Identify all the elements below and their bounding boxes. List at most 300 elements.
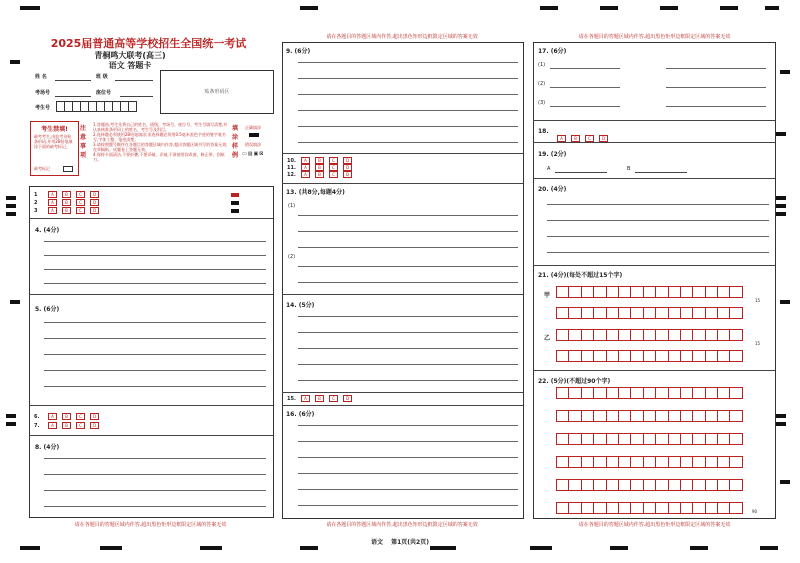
char-cell[interactable]	[556, 286, 569, 298]
char-cell[interactable]	[643, 433, 656, 445]
mc-option-bubble[interactable]: B	[315, 395, 324, 402]
char-cell[interactable]	[692, 479, 705, 491]
page-footer	[360, 537, 440, 546]
char-cell[interactable]	[717, 456, 730, 468]
char-cell[interactable]	[630, 387, 643, 399]
timing-mark	[765, 6, 779, 10]
timing-mark	[540, 6, 558, 10]
char-cell[interactable]	[568, 410, 581, 422]
mc-option-bubble[interactable]: D	[599, 135, 608, 142]
char-cell[interactable]	[568, 329, 581, 341]
char-cell[interactable]	[556, 456, 569, 468]
mc-number: 15.	[287, 396, 296, 402]
char-cell[interactable]	[680, 286, 693, 298]
char-cell[interactable]	[618, 502, 631, 514]
char-cell[interactable]	[593, 387, 606, 399]
char-cell[interactable]	[692, 502, 705, 514]
mc-option-bubble[interactable]: D	[90, 422, 99, 429]
char-cell[interactable]	[643, 350, 656, 362]
char-cell[interactable]	[618, 286, 631, 298]
char-cell[interactable]	[668, 456, 681, 468]
char-cell[interactable]	[581, 479, 594, 491]
q17-part2-label: (2)	[538, 81, 546, 87]
char-cell[interactable]	[705, 433, 718, 445]
char-cell[interactable]	[606, 329, 619, 341]
char-cell[interactable]	[680, 329, 693, 341]
writing-line[interactable]	[44, 386, 266, 387]
char-cell[interactable]	[630, 502, 643, 514]
mc-row	[287, 395, 357, 403]
char-cell[interactable]	[581, 387, 594, 399]
absent-mark-label: 缺考标记	[34, 166, 50, 171]
char-grid-row	[556, 410, 742, 422]
char-cell[interactable]	[729, 456, 742, 468]
char-cell[interactable]	[655, 502, 668, 514]
char-cell[interactable]	[705, 387, 718, 399]
notice-title: 考生禁填!	[41, 126, 68, 133]
char-cell[interactable]	[705, 479, 718, 491]
char-cell[interactable]	[606, 286, 619, 298]
q17-label: 17. (6分)	[538, 48, 567, 55]
attention-items	[93, 122, 229, 162]
char-cell[interactable]	[568, 479, 581, 491]
mc-option-bubble[interactable]: A	[557, 135, 566, 142]
timing-mark	[690, 546, 708, 550]
mc-option-bubble[interactable]: C	[76, 422, 85, 429]
char-cell[interactable]	[655, 286, 668, 298]
char-cell[interactable]	[705, 329, 718, 341]
writing-line[interactable]	[666, 87, 766, 88]
timing-mark	[20, 6, 40, 10]
char-cell[interactable]	[668, 307, 681, 319]
char-cell[interactable]	[593, 456, 606, 468]
mc-option-bubble[interactable]: C	[76, 413, 85, 420]
timing-mark	[776, 422, 786, 426]
char-cell[interactable]	[606, 410, 619, 422]
mc-option-bubble[interactable]: D	[343, 157, 352, 164]
writing-line[interactable]	[298, 364, 518, 365]
char-cell[interactable]	[568, 307, 581, 319]
writing-line[interactable]	[547, 252, 769, 253]
char-cell[interactable]	[729, 350, 742, 362]
char-cell[interactable]	[717, 350, 730, 362]
mc-option-bubble[interactable]: C	[329, 157, 338, 164]
char-cell[interactable]	[581, 410, 594, 422]
char-cell[interactable]	[618, 410, 631, 422]
mc-option-bubble[interactable]: C	[585, 135, 594, 142]
mc-number: 10.	[287, 158, 296, 164]
char-cell[interactable]	[680, 410, 693, 422]
char-cell[interactable]	[618, 350, 631, 362]
answer-area-3	[533, 42, 776, 519]
notice-body: 缺考考生,由监考员贴条形码,并用2B铅笔填涂下面的缺考标记。	[34, 134, 73, 149]
char-cell[interactable]	[643, 286, 656, 298]
q18-label: 18.	[538, 128, 549, 135]
char-cell[interactable]	[668, 350, 681, 362]
writing-line[interactable]	[298, 282, 518, 283]
seat-no-field[interactable]	[120, 96, 153, 97]
absent-mark-box[interactable]	[63, 166, 73, 172]
char-cell[interactable]	[643, 329, 656, 341]
char-cell[interactable]	[618, 387, 631, 399]
writing-line[interactable]	[44, 338, 266, 339]
mc-option-bubble[interactable]: C	[76, 207, 85, 214]
char-cell[interactable]	[692, 350, 705, 362]
mc-option-bubble[interactable]: B	[315, 157, 324, 164]
student-no-label: 考生号	[35, 105, 51, 111]
timing-mark	[780, 480, 790, 484]
timing-mark	[6, 414, 16, 418]
writing-line[interactable]	[44, 322, 266, 323]
mc-option-bubble[interactable]: D	[90, 191, 99, 198]
char-cell[interactable]	[581, 456, 594, 468]
char-cell[interactable]	[581, 350, 594, 362]
writing-line[interactable]	[298, 332, 518, 333]
writing-line[interactable]	[298, 62, 518, 63]
char-cell[interactable]	[593, 307, 606, 319]
char-cell[interactable]	[556, 479, 569, 491]
char-cell[interactable]	[593, 286, 606, 298]
char-cell[interactable]	[630, 329, 643, 341]
char-cell[interactable]	[692, 456, 705, 468]
char-cell[interactable]	[643, 502, 656, 514]
mc-option-bubble[interactable]: C	[329, 164, 338, 171]
char-cell[interactable]	[668, 433, 681, 445]
char-cell[interactable]	[556, 307, 569, 319]
char-cell[interactable]	[655, 456, 668, 468]
student-no-box[interactable]	[128, 101, 137, 112]
char-cell[interactable]	[606, 307, 619, 319]
mc-option-bubble[interactable]: B	[315, 171, 324, 178]
writing-line[interactable]	[298, 142, 518, 143]
mc-option-bubble[interactable]: B	[62, 422, 71, 429]
char-cell[interactable]	[668, 410, 681, 422]
char-cell[interactable]	[606, 456, 619, 468]
char-cell[interactable]	[618, 433, 631, 445]
q19-b-field[interactable]	[635, 172, 687, 173]
char-cell[interactable]	[705, 286, 718, 298]
char-cell[interactable]	[593, 433, 606, 445]
writing-line[interactable]	[547, 220, 769, 221]
char-cell[interactable]	[618, 329, 631, 341]
mc-row	[34, 207, 104, 215]
writing-line[interactable]	[298, 316, 518, 317]
char-cell[interactable]	[643, 410, 656, 422]
q19-a-field[interactable]	[555, 172, 607, 173]
char-grid-row	[556, 329, 742, 341]
writing-line[interactable]	[547, 204, 769, 205]
char-cell[interactable]	[705, 350, 718, 362]
char-cell[interactable]	[705, 307, 718, 319]
char-cell[interactable]	[630, 410, 643, 422]
mc-number: 2	[34, 200, 38, 206]
mc-option-bubble[interactable]: C	[76, 199, 85, 206]
timing-mark	[300, 6, 318, 10]
char-cell[interactable]	[655, 329, 668, 341]
mc-option-bubble[interactable]: B	[62, 207, 71, 214]
mc-option-bubble[interactable]: D	[343, 395, 352, 402]
char-cell[interactable]	[630, 286, 643, 298]
char-cell[interactable]	[729, 410, 742, 422]
timing-mark	[10, 60, 20, 64]
mc-number: 12.	[287, 172, 296, 178]
q21-a-label: 甲	[544, 292, 551, 299]
char-cell[interactable]	[593, 350, 606, 362]
char-cell[interactable]	[705, 410, 718, 422]
char-cell[interactable]	[643, 387, 656, 399]
char-cell[interactable]	[581, 329, 594, 341]
timing-mark	[776, 212, 786, 216]
char-cell[interactable]	[618, 307, 631, 319]
writing-line[interactable]	[550, 68, 620, 69]
char-cell[interactable]	[668, 286, 681, 298]
char-cell[interactable]	[643, 456, 656, 468]
writing-line[interactable]	[298, 247, 518, 248]
timing-mark	[610, 546, 628, 550]
writing-line[interactable]	[44, 370, 266, 371]
writing-line[interactable]	[298, 110, 518, 111]
attention-item: 2.选择题必须使用2B铅笔填涂;非选择题必须用0.5毫米黑色字迹的签字笔书写,字体工整、笔迹清楚。	[93, 132, 226, 142]
writing-line[interactable]	[44, 354, 266, 355]
char-cell[interactable]	[568, 456, 581, 468]
char-cell[interactable]	[606, 387, 619, 399]
char-cell[interactable]	[668, 329, 681, 341]
char-cell[interactable]	[680, 350, 693, 362]
char-cell[interactable]	[655, 479, 668, 491]
mc-row	[34, 191, 104, 199]
mc-option-bubble[interactable]: A	[48, 422, 57, 429]
mc-option-bubble[interactable]: A	[301, 395, 310, 402]
writing-line[interactable]	[298, 215, 518, 216]
writing-line[interactable]	[298, 94, 518, 95]
mc-option-bubble[interactable]: D	[90, 413, 99, 420]
char-cell[interactable]	[568, 350, 581, 362]
char-cell[interactable]	[606, 433, 619, 445]
char-cell[interactable]	[556, 502, 569, 514]
char-cell[interactable]	[729, 479, 742, 491]
char-cell[interactable]	[729, 329, 742, 341]
timing-mark	[20, 546, 40, 550]
char-cell[interactable]	[593, 410, 606, 422]
writing-line[interactable]	[298, 425, 518, 426]
mc-option-bubble[interactable]: B	[62, 199, 71, 206]
timing-mark	[300, 546, 318, 550]
mc-option-bubble[interactable]: A	[301, 171, 310, 178]
char-cell[interactable]	[593, 329, 606, 341]
char-cell[interactable]	[606, 350, 619, 362]
writing-line[interactable]	[44, 269, 266, 270]
char-cell[interactable]	[630, 433, 643, 445]
char-cell[interactable]	[680, 479, 693, 491]
writing-line[interactable]	[298, 441, 518, 442]
q16-label: 16. (6分)	[286, 411, 315, 418]
char-cell[interactable]	[668, 387, 681, 399]
student-no-boxes[interactable]	[56, 101, 136, 112]
mc-row	[287, 157, 357, 164]
char-cell[interactable]	[655, 307, 668, 319]
char-grid-row	[556, 350, 742, 362]
char-cell[interactable]	[729, 307, 742, 319]
char-cell[interactable]	[643, 307, 656, 319]
char-cell[interactable]	[618, 479, 631, 491]
char-cell[interactable]	[581, 433, 594, 445]
char-cell[interactable]	[618, 456, 631, 468]
writing-line[interactable]	[550, 106, 620, 107]
char-cell[interactable]	[717, 387, 730, 399]
exam-title: 2025届普通高等学校招生全国统一考试	[50, 37, 247, 50]
char-cell[interactable]	[692, 410, 705, 422]
writing-line[interactable]	[44, 474, 266, 475]
char-cell[interactable]	[680, 456, 693, 468]
char-cell[interactable]	[729, 502, 742, 514]
char-cell[interactable]	[692, 433, 705, 445]
char-cell[interactable]	[593, 479, 606, 491]
char-cell[interactable]	[630, 307, 643, 319]
mc-option-bubble[interactable]: D	[343, 164, 352, 171]
warning-col3-top: 请在各题目的答题区域内作答,超出黑色矩形边框限定区域的答案无效	[578, 34, 731, 40]
attention-title: 注意事项	[80, 125, 87, 159]
mc-option-bubble[interactable]: D	[90, 207, 99, 214]
mc-number: 6.	[34, 414, 40, 420]
timing-mark	[6, 196, 16, 200]
mc-option-bubble[interactable]: B	[571, 135, 580, 142]
writing-line[interactable]	[298, 231, 518, 232]
char-cell[interactable]	[729, 286, 742, 298]
writing-line[interactable]	[550, 87, 620, 88]
char-cell[interactable]	[668, 479, 681, 491]
char-cell[interactable]	[593, 502, 606, 514]
mc-option-bubble[interactable]: D	[343, 171, 352, 178]
writing-line[interactable]	[666, 106, 766, 107]
char-cell[interactable]	[581, 307, 594, 319]
mc-option-bubble[interactable]: A	[48, 199, 57, 206]
char-cell[interactable]	[692, 286, 705, 298]
char-grid-row	[556, 286, 742, 298]
mc-option-bubble[interactable]: A	[48, 413, 57, 420]
char-cell[interactable]	[568, 502, 581, 514]
mc-option-bubble[interactable]: A	[48, 207, 57, 214]
char-cell[interactable]	[556, 350, 569, 362]
char-cell[interactable]	[717, 410, 730, 422]
writing-line[interactable]	[298, 266, 518, 267]
mc-option-bubble[interactable]: C	[76, 191, 85, 198]
writing-line[interactable]	[298, 473, 518, 474]
char-cell[interactable]	[717, 307, 730, 319]
writing-line[interactable]	[44, 283, 266, 284]
char-cell[interactable]	[717, 329, 730, 341]
mc-option-bubble[interactable]: A	[301, 164, 310, 171]
writing-line[interactable]	[44, 255, 266, 256]
char-cell[interactable]	[568, 433, 581, 445]
writing-line[interactable]	[298, 78, 518, 79]
writing-line[interactable]	[44, 241, 266, 242]
char-cell[interactable]	[643, 479, 656, 491]
char-cell[interactable]	[655, 350, 668, 362]
char-cell[interactable]	[655, 410, 668, 422]
mc-option-bubble[interactable]: B	[62, 413, 71, 420]
char-cell[interactable]	[717, 479, 730, 491]
mc-option-bubble[interactable]: B	[315, 164, 324, 171]
char-cell[interactable]	[717, 433, 730, 445]
exam-subtitle: 青桐鸣大联考(高三)	[94, 51, 166, 60]
mc-option-bubble[interactable]: C	[329, 395, 338, 402]
char-cell[interactable]	[729, 433, 742, 445]
char-cell[interactable]	[606, 502, 619, 514]
name-field[interactable]	[55, 80, 91, 81]
char-cell[interactable]	[705, 456, 718, 468]
writing-line[interactable]	[298, 348, 518, 349]
writing-line[interactable]	[298, 489, 518, 490]
q13-part2-label: (2)	[288, 254, 296, 260]
char-cell[interactable]	[568, 387, 581, 399]
exam-no-label: 考场号	[35, 90, 51, 96]
char-cell[interactable]	[668, 502, 681, 514]
writing-line[interactable]	[44, 506, 266, 507]
char-cell[interactable]	[630, 479, 643, 491]
char-cell[interactable]	[655, 433, 668, 445]
char-cell[interactable]	[717, 286, 730, 298]
mc-marker	[231, 201, 239, 205]
char-cell[interactable]	[680, 433, 693, 445]
char-grid-row	[556, 307, 742, 319]
char-cell[interactable]	[729, 387, 742, 399]
char-cell[interactable]	[606, 479, 619, 491]
q13-label: 13. (共8分,每题4分)	[286, 189, 345, 196]
char-cell[interactable]	[692, 329, 705, 341]
char-cell[interactable]	[680, 387, 693, 399]
mc-option-bubble[interactable]: D	[90, 199, 99, 206]
q19-label: 19. (2分)	[538, 151, 567, 158]
writing-line[interactable]	[298, 457, 518, 458]
writing-line[interactable]	[547, 236, 769, 237]
answer-area-1	[29, 186, 274, 518]
char-cell[interactable]	[556, 329, 569, 341]
writing-line[interactable]	[298, 505, 518, 506]
char-cell[interactable]	[581, 502, 594, 514]
char-cell[interactable]	[630, 456, 643, 468]
class-field[interactable]	[115, 80, 153, 81]
char-cell[interactable]	[717, 502, 730, 514]
mc-row	[287, 171, 357, 178]
writing-line[interactable]	[666, 68, 766, 69]
char-cell[interactable]	[655, 387, 668, 399]
char-cell[interactable]	[556, 410, 569, 422]
mc-option-bubble[interactable]: B	[62, 191, 71, 198]
q9-label: 9. (6分)	[286, 48, 311, 55]
char-cell[interactable]	[692, 387, 705, 399]
attention-item: 1.答题前,考生先将自己的姓名、班级、考场号、座位号、考生号填写清楚,并认真核准条形码上的姓名、考生号及科目。	[93, 122, 228, 132]
writing-line[interactable]	[44, 490, 266, 491]
writing-line[interactable]	[298, 380, 518, 381]
exam-no-field[interactable]	[55, 96, 91, 97]
mc-option-bubble[interactable]: A	[301, 157, 310, 164]
char-cell[interactable]	[692, 307, 705, 319]
writing-line[interactable]	[298, 126, 518, 127]
mc-option-bubble[interactable]: C	[329, 171, 338, 178]
char-cell[interactable]	[556, 433, 569, 445]
mc-row	[34, 413, 104, 422]
char-cell[interactable]	[556, 387, 569, 399]
mc-option-bubble[interactable]: A	[48, 191, 57, 198]
char-cell[interactable]	[581, 286, 594, 298]
seat-no-label: 座位号	[96, 90, 112, 96]
char-cell[interactable]	[680, 502, 693, 514]
char-cell[interactable]	[680, 307, 693, 319]
char-cell[interactable]	[630, 350, 643, 362]
writing-line[interactable]	[44, 458, 266, 459]
char-cell[interactable]	[705, 502, 718, 514]
char-cell[interactable]	[568, 286, 581, 298]
